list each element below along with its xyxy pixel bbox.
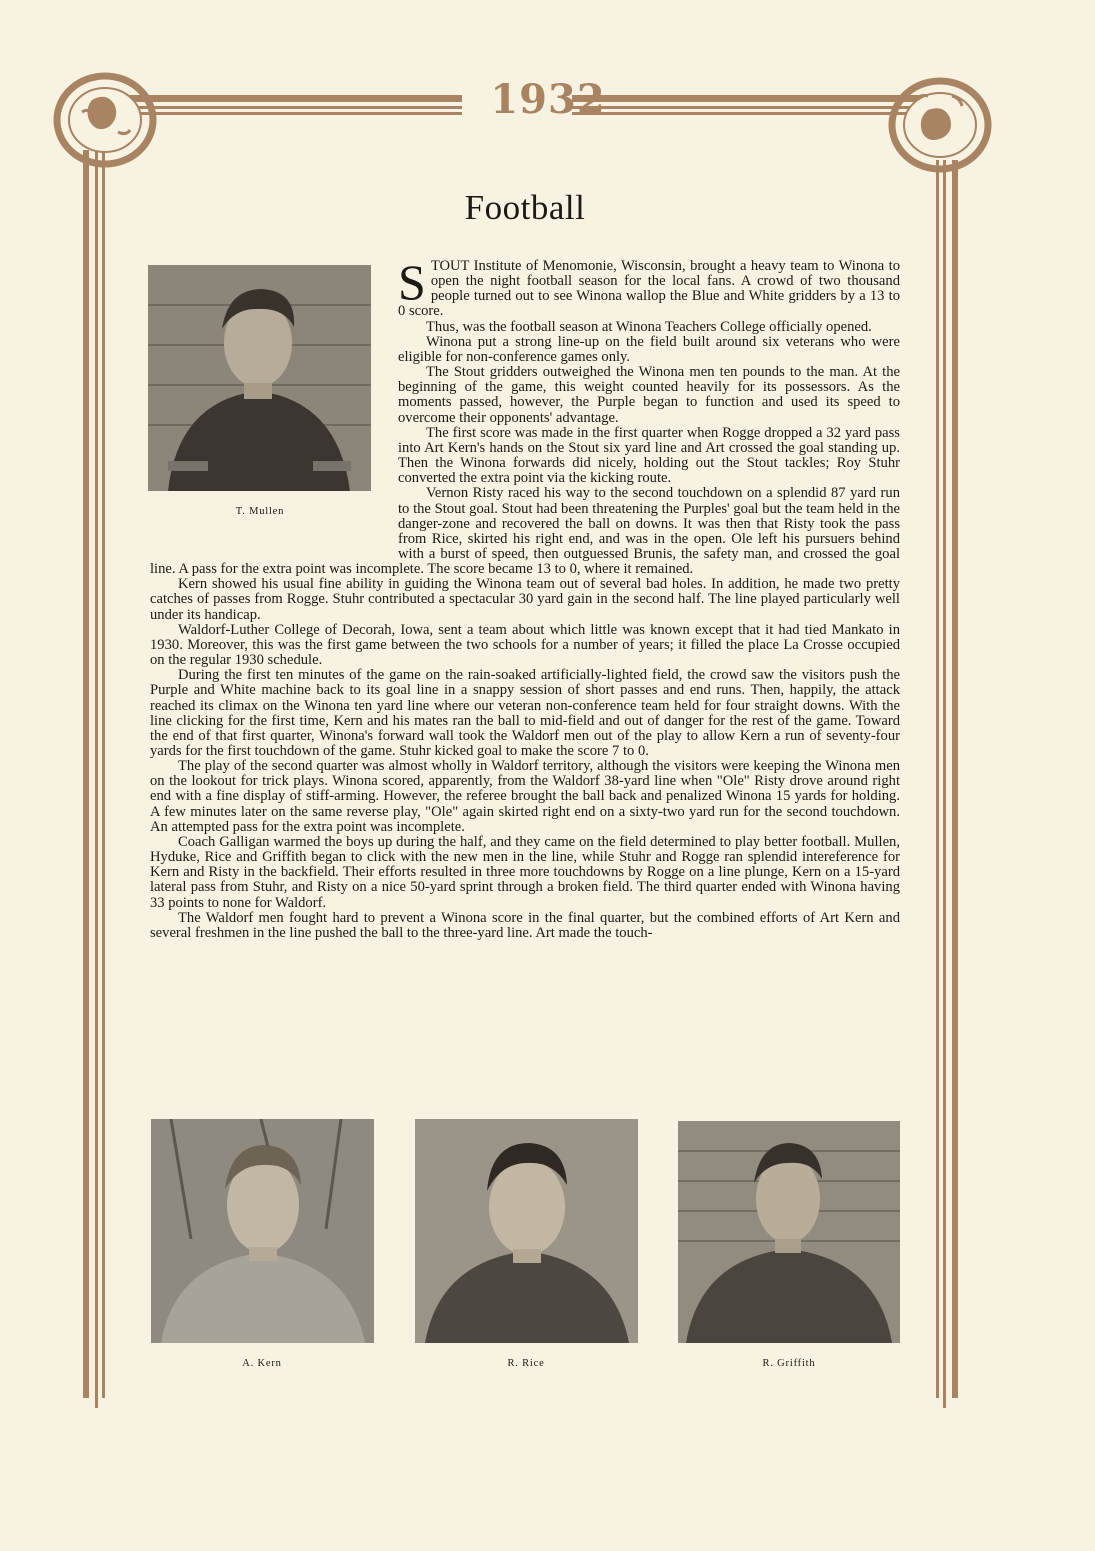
paragraph-4: The Stout gridders outweighed the Winona men ten pounds to the man. At the beginning of the game, this weight counted heavily for its possessors. As the moments passed, however, the Purple began to function and used its speed to overcome their opponents' advantage.: [398, 364, 900, 426]
caption-kern: A. Kern: [242, 1358, 282, 1369]
paragraph-7: Kern showed his usual fine ability in guiding the Winona team out of several bad holes. In addition, he made two pretty catches of passes from Rogge. Stuhr contributed a spectacular 30 yard gain in the second half. The line played particularly well under its handicap.: [150, 576, 900, 623]
photo-float-space: [150, 259, 398, 549]
caption-griffith: R. Griffith: [762, 1358, 816, 1369]
paragraph-10: The play of the second quarter was almost wholly in Waldorf territory, although the visitors were keeping the Winona men on the lookout for trick plays. Winona scored, apparently, from the Waldorf 38-yard line when "Ole" Risty drove around right end with a fine display of stiff-arming. However, the referee brought the ball back and penalized Winona 15 yards for holding. A few minutes later on the same reverse play, "Ole" again skirted right end on a sixty-two yard run for the second touchdown. An attempted pass for the extra point was incomplete.: [150, 758, 900, 835]
paragraph-6: Vernon Risty raced his way to the second touchdown on a splendid 87 yard run to the Stout goal. Stout had been threatening the Purples' goal but the team held in the danger-zone and recovered the ball on downs. It was then that Risty took the pass from Rice, skirted his right end, and was in the open. Ole left his pursuers behind with a burst of speed, then outguessed Brunis, the safety man, and crossed the goal line. A pass for the extra point was incomplete. The score became 13 to 0, where it remained.: [150, 485, 900, 578]
paragraph-12: The Waldorf men fought hard to prevent a Winona score in the final quarter, but the combined efforts of Art Kern and several freshmen in the line pushed the ball to the three-yard line. Art made the touch-: [150, 909, 900, 941]
paragraph-11: Coach Galligan warmed the boys up during the half, and they came on the field determined to play better football. Mullen, Hyduke, Rice and Griffith began to click with the new men in the line, while Stuhr and Rogge ran splendid intereference for Kern and Risty in the backfield. Their efforts resulted in three more touchdowns by Rogge on a line plunge, Kern on a 15-yard lateral pass from Stuhr, and Risty on a nice 50-yard sprint through a broken field. The third quarter ended with Winona having 33 points to none for Waldorf.: [150, 833, 900, 911]
portrait-rice: [415, 1119, 638, 1343]
page-title: Football: [464, 188, 586, 227]
paragraph-1: STOUT Institute of Menomonie, Wisconsin, brought a heavy team to Winona to open the night football season for the local fans. A crowd of two thousand people turned out to see Winona wallop the Blue and White gridders by a 13 to 0 score.: [398, 254, 900, 320]
year-heading: 1932: [490, 76, 606, 123]
right-corner-medallion: [892, 81, 988, 169]
caption-mullen: T. Mullen: [235, 506, 285, 517]
paragraph-3: Winona put a strong line-up on the field built around six veterans who were eligible for non-conference games only.: [398, 333, 900, 365]
portrait-kern: [151, 1119, 374, 1343]
paragraph-8: Waldorf-Luther College of Decorah, Iowa, sent a team about which little was known except that it had tied Mankato in 1930. Moreover, this was the first game between the two schools for a number of years; it filled the place La Crosse occupied on the regular 1930 schedule.: [150, 621, 900, 669]
caption-rice: R. Rice: [507, 1358, 545, 1369]
drop-cap: S: [398, 254, 426, 310]
portrait-griffith: [678, 1121, 900, 1343]
paragraph-9: During the first ten minutes of the game on the rain-soaked artificially-lighted field, the crowd saw the visitors push the Purple and White machine back to its goal line in a snappy session of short passes and end runs. Then, happily, the attack reached its climax on the Winona ten yard line where our veteran non-conference team held for four straight downs. With the line clicking for the first time, Kern and his mates ran the ball to mid-field and out of danger for the rest of the game. Toward the end of that first quarter, Winona's forward wall took the Waldorf men out of the play to allow Kern a run of seventy-four yards for the first touchdown of the game. Stuhr kicked goal to make the score 7 to 0.: [150, 667, 900, 759]
paragraph-5: The first score was made in the first quarter when Rogge dropped a 32 yard pass into Art Kern's hands on the Stout six yard line and Art crossed the goal standing up. Then the Winona forwards did nicely, holding out the Stout tackles; Roy Stuhr converted the extra point via the kicking route.: [398, 424, 900, 487]
article-body: [150, 254, 900, 1079]
left-corner-medallion: [57, 76, 153, 164]
paragraph-2: Thus, was the football season at Winona Teachers College officially opened.: [426, 318, 872, 335]
